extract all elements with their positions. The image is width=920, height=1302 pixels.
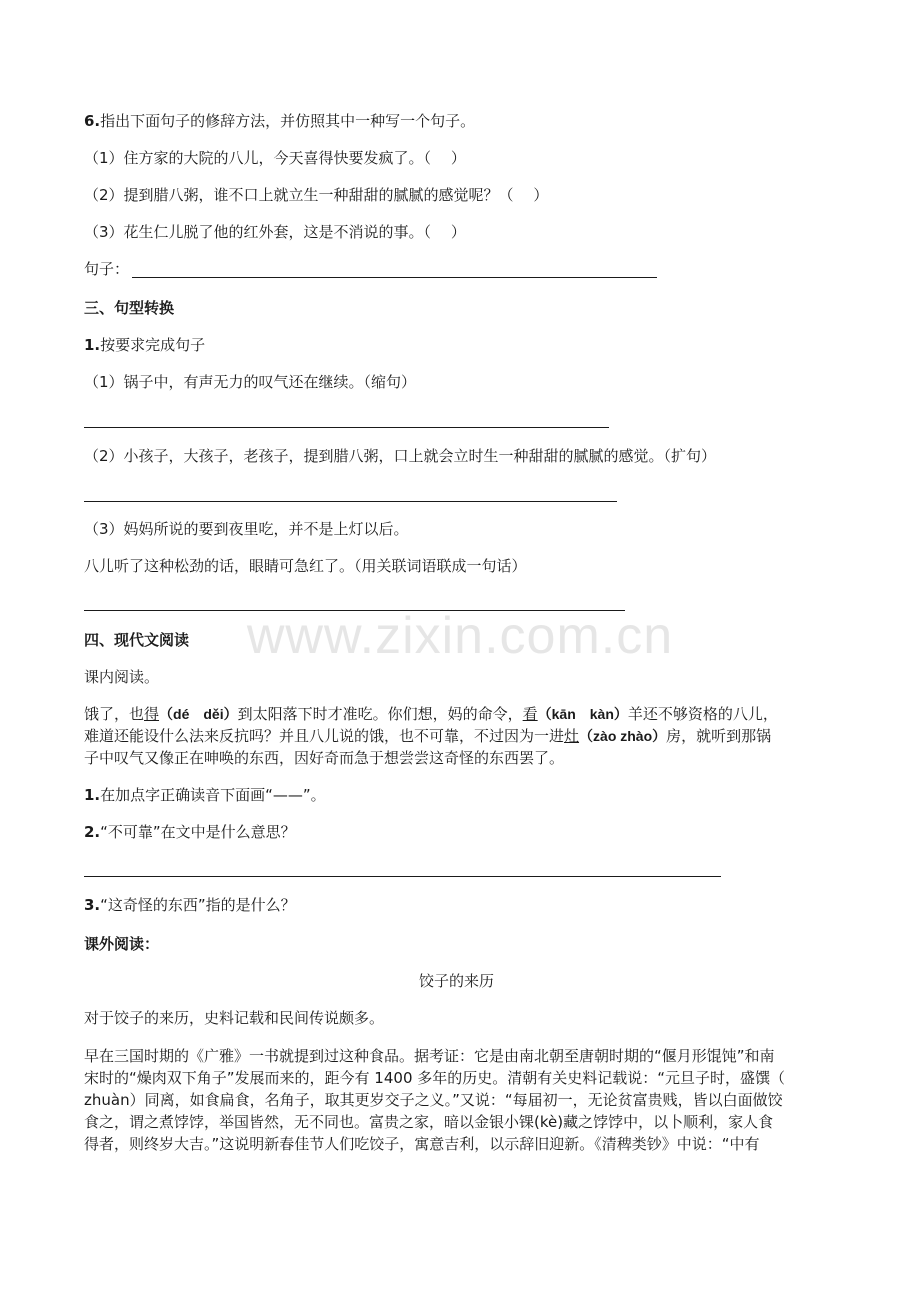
text-run: 羊还不够资格的八儿， (627, 705, 778, 723)
document-page (84, 0, 829, 1302)
section4-q1-number: 1. (84, 786, 101, 804)
section3-answer-line-2[interactable] (84, 501, 617, 502)
q6-sentence-label: 句子： (84, 260, 130, 278)
section3-item-3a: （3）妈妈所说的要到夜里吃，并不是上灯以后。 (84, 520, 409, 538)
q6-item-1: （1）住方家的大院的八儿，今天喜得快要发疯了。（ ） (84, 149, 466, 167)
q6-number: 6. (84, 112, 101, 130)
reading-paragraph-line-2 (84, 726, 771, 746)
section3-answer-line-3[interactable] (84, 610, 625, 611)
story-title: 饺子的来历 (418, 972, 494, 990)
section4-q1: 在加点字正确读音下面画“——”。 (100, 786, 326, 804)
site-watermark: www.zixin.com.cn (246, 607, 674, 665)
q6-prompt: 指出下面句子的修辞方法，并仿照其中一种写一个句子。 (100, 112, 476, 130)
q6-prompt-line (84, 111, 475, 131)
reading-paragraph-line-1 (84, 704, 778, 724)
section4-q1-line (84, 785, 326, 805)
section3-item-3b: 八儿听了这种松劲的话，眼睛可急红了。（用关联词语联成一句话） (84, 557, 527, 575)
q6-answer-line[interactable] (132, 277, 657, 278)
story-paragraph-2-line-1: 早在三国时期的《广雅》一书就提到过这种食品。据考证：它是由南北朝至唐朝时期的“偃月形馄饨”和南 (84, 1047, 775, 1065)
pinyin-options-de: （dé děi） (159, 706, 238, 722)
q6-item-2: （2）提到腊八粥，谁不口上就立生一种甜甜的腻腻的感觉呢？（ ） (84, 186, 549, 204)
section3-q1-number: 1. (84, 336, 101, 354)
story-paragraph-2-line-3: zhuàn）同离，如食扁食，名角子，取其更岁交子之义。”又说：“每届初一，无论贫富贵贱，皆以白面做饺 (84, 1091, 783, 1109)
section3-q1-prompt: 按要求完成句子 (100, 336, 206, 354)
dotted-char-de: 得 (144, 705, 160, 723)
section4-title: 四、现代文阅读 (84, 631, 190, 649)
section4-q3-number: 3. (84, 896, 101, 914)
pinyin-options-kan: （kān kàn） (537, 706, 628, 722)
out-class-reading-label: 课外阅读： (84, 935, 160, 953)
story-paragraph-2-line-4: 食之，谓之煮饽饽，举国皆然，无不同也。富贵之家，暗以金银小锞(kè)藏之饽饽中，以卜顺利，家人食 (84, 1113, 774, 1131)
section4-q2: “不可靠”在文中是什么意思？ (100, 823, 296, 841)
story-paragraph-1: 对于饺子的来历，史料记载和民间传说颇多。 (84, 1009, 385, 1027)
section4-q3-line (84, 895, 296, 915)
story-paragraph-2-line-2: 宋时的“燥肉双下角子”发展而来的，距今有 1400 多年的历史。清朝有关史料记载说：“元旦子时，盛馔（ (84, 1069, 786, 1087)
section4-q3: “这奇怪的东西”指的是什么？ (100, 896, 296, 914)
section4-q2-answer-line[interactable] (84, 876, 721, 877)
section3-item-2: （2）小孩子，大孩子，老孩子，提到腊八粥，口上就会立时生一种甜甜的腻腻的感觉。（扩句） (84, 447, 717, 465)
text-run: 难道还能设什么法来反抗吗？并且八儿说的饿，也不可靠，不过因为一进 (84, 727, 565, 745)
section3-item-1: （1）锅子中，有声无力的叹气还在继续。（缩句） (84, 373, 417, 391)
section4-q2-number: 2. (84, 823, 101, 841)
reading-paragraph-line-3: 子中叹气又像正在呻唤的东西，因好奇而急于想尝尝这奇怪的东西罢了。 (84, 749, 565, 767)
pinyin-options-zao: （zào zhào） (579, 728, 667, 744)
dotted-char-zao: 灶 (564, 727, 580, 745)
section3-answer-line-1[interactable] (84, 427, 609, 428)
story-paragraph-2-line-5: 得者，则终岁大吉。”这说明新春佳节人们吃饺子，寓意吉利，以示辞旧迎新。《清稗类钞》中说：“中有 (84, 1135, 760, 1153)
dotted-char-kan: 看 (522, 705, 538, 723)
text-run: 到太阳落下时才准吃。你们想，妈的命令， (237, 705, 523, 723)
q6-item-3: （3）花生仁儿脱了他的红外套，这是不消说的事。（ ） (84, 223, 466, 241)
section3-title: 三、句型转换 (84, 299, 175, 317)
text-run: 饿了，也 (84, 705, 145, 723)
text-run: 房，就听到那锅 (666, 727, 772, 745)
section3-q1-line (84, 335, 205, 355)
in-class-reading-label: 课内阅读。 (84, 668, 160, 686)
section4-q2-line (84, 822, 296, 842)
